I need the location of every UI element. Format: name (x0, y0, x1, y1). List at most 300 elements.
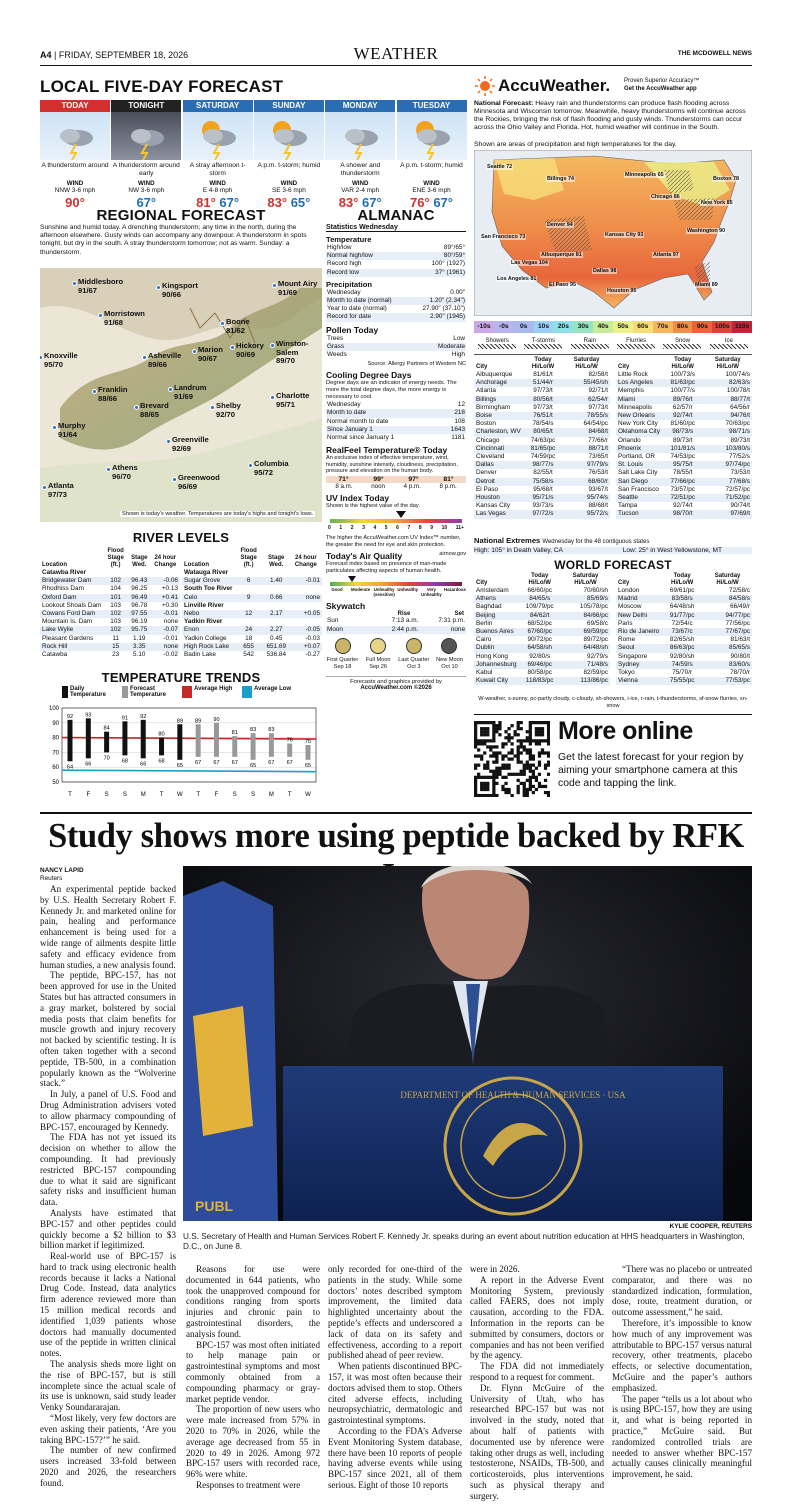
city-row (616, 371, 752, 379)
city-row (474, 478, 610, 486)
table-cell (128, 569, 151, 577)
table-cell: San Francisco (618, 485, 659, 493)
table-cell: +0.07 (290, 643, 322, 651)
weather-key: W-weather, s-sunny, pc-partly cloudy, c-cloudy, sh-showers, i-ice, r-rain, t-thunderstorms, sf-snow flurries, sn-snow (478, 696, 748, 709)
table-header (474, 573, 610, 587)
table-cell: -0.05 (290, 626, 322, 634)
city-row (616, 502, 752, 510)
table-cell: 51/44/r (523, 379, 563, 387)
article-column-5 (612, 1264, 752, 1480)
high-label: 92 (66, 713, 74, 720)
table-cell: Albuquerque (476, 371, 513, 378)
table-cell: Seattle (616, 494, 662, 502)
article-paragraph: The proportion of new users who were male increased from 57% in 2020 to 70% in 2026, while the average age decreased from 55 in 2020 to 49 in 2026. Among 972 BPC-157 users with recorded race, 96% were white. (186, 1404, 320, 1480)
trends-plot (40, 704, 322, 800)
city-temps: 81/62 (226, 325, 246, 335)
us-map-city: Miami 89 (695, 282, 718, 288)
map-city (198, 346, 223, 363)
river-row (182, 569, 322, 577)
map-city (104, 310, 145, 327)
precip-swatch-icon (571, 344, 609, 349)
cooling-degree-text: Degree days are an indicator of energy needs. The more the total degree days, the more energy is necessary to cool. (326, 380, 457, 401)
map-city (254, 460, 289, 477)
sky-body: Sun (327, 617, 339, 625)
table-cell (263, 569, 290, 577)
precip-key-item (478, 338, 516, 349)
high-label: 91 (121, 715, 129, 722)
table-cell: -0.01 (290, 577, 322, 585)
row-label: Normal month to date (327, 417, 389, 425)
forecast-day-monday (325, 100, 395, 210)
table-cell: 92/74/t (662, 412, 704, 420)
table-cell: Moscow (618, 603, 642, 611)
table-cell: Charleston, WV (476, 428, 521, 436)
table-cell: 0.45 (270, 634, 283, 642)
low-label: 65 (176, 762, 183, 769)
row-label: Month to date (327, 409, 367, 417)
us-cities-table-right (616, 357, 752, 519)
table-cell: none (290, 594, 322, 602)
column-header: Saturday Hi/Lo/W (714, 573, 741, 586)
table-cell: Lookout Shoals Dam (42, 601, 102, 609)
low-label: 68 (121, 758, 129, 765)
forecast-day-today (40, 100, 110, 210)
us-map-city: Kansas City 93 (605, 232, 644, 238)
extreme-high: High: 105° in Death Valley, CA (474, 547, 563, 554)
wind-value: NNW 3-6 mph (54, 187, 96, 194)
svg-text:PUBL: PUBL (195, 1198, 234, 1214)
us-map-city: Minneapolis 65 (625, 172, 664, 178)
table-cell: Los Angeles (616, 379, 662, 387)
day-label: TONIGHT (111, 100, 181, 112)
river-row (182, 626, 322, 634)
table-cell: St. Louis (616, 461, 662, 469)
table-cell: Chicago (476, 436, 500, 444)
table-cell: 77/68/s (704, 478, 752, 486)
credit-line-1: Forecasts and graphics provided by (326, 676, 466, 685)
column-header: Today Hi/Lo/W (531, 357, 555, 370)
table-cell: 73/65/t (588, 453, 608, 461)
air-quality-heading: Today's Air Quality (326, 551, 403, 562)
row-label: Wednesday (327, 401, 361, 409)
table-cell: Lake Wylie (40, 626, 103, 634)
world-city-row (474, 677, 610, 685)
city-row (616, 420, 752, 428)
city-temps: 95/72 (254, 467, 274, 477)
column-header: City (476, 580, 488, 586)
row-label: Wednesday (327, 288, 361, 296)
row-label: Weeds (327, 351, 347, 359)
river-row (182, 643, 322, 651)
precip-swatch-icon (478, 344, 516, 349)
table-cell: 109/79/pc (525, 603, 554, 611)
precipitation-heading: Precipitation (326, 279, 372, 289)
column-header: Today Hi/Lo/W (528, 573, 551, 586)
us-map-city: Seattle 72 (487, 164, 513, 170)
qr-code-icon[interactable] (474, 721, 550, 797)
table-cell: 92/80/sh (669, 652, 695, 660)
city-dot-icon (248, 463, 253, 468)
y-tick-label: 90 (52, 720, 59, 727)
table-cell: Kuwait City (474, 677, 519, 685)
table-cell: Kansas City (476, 502, 511, 510)
table-cell: Rock Hill (40, 643, 103, 651)
table-cell: Nebo (182, 610, 235, 618)
row-label: Grass (327, 342, 345, 350)
table-cell: 85/65/s (703, 644, 752, 652)
world-city-row (616, 603, 752, 611)
table-cell: 84/66/pc (561, 612, 610, 620)
sky-set: none (450, 625, 465, 633)
aq-level: Good (331, 587, 343, 593)
table-cell (235, 602, 263, 610)
aq-level: Very Unhealthy (420, 587, 442, 598)
map-city (276, 392, 309, 409)
us-map-city: Washington 90 (687, 228, 726, 234)
table-cell: 73/53/t (730, 469, 750, 477)
us-map-city: Boston 78 (713, 176, 740, 182)
city-row (616, 404, 752, 412)
city-row (474, 396, 610, 404)
high-label: 93 (85, 712, 92, 719)
city-dot-icon (272, 283, 277, 288)
precip-key-item (663, 338, 701, 349)
city-name: Greenville (172, 435, 209, 444)
sky-col-set: Set (454, 611, 464, 618)
city-row (616, 412, 752, 420)
air-quality-text: Forecast index based on presence of man-made particulates affecting aspects of human health. (326, 561, 447, 574)
city-dot-icon (270, 395, 275, 400)
city-temps: 91/69 (278, 287, 298, 297)
accuweather-logo: AccuWeather. (498, 76, 611, 95)
x-tick-label: S (251, 792, 256, 798)
table-cell: Rio de Janeiro (618, 628, 660, 636)
table-cell (290, 618, 322, 626)
city-row (616, 478, 752, 486)
table-cell: 80/56/t (523, 396, 563, 404)
high-label: 92 (140, 713, 147, 720)
temp-bar (68, 720, 73, 761)
table-cell (103, 569, 128, 577)
city-temps: 92/69 (172, 443, 192, 453)
table-cell: 74/63/pc (530, 436, 556, 444)
uv-note: The higher the AccuWeather.com UV Index™ number, the greater the need for eye and skin protection. (326, 535, 461, 548)
article-paragraph: Analysts have estimated that BPC-157 and other peptides could quickly become a $2 billion to $3 billion market if legitimized. (40, 1207, 176, 1251)
high-label: 81 (231, 730, 238, 737)
article-paragraph: were in 2026. (470, 1264, 520, 1274)
realfeel-values (326, 476, 466, 483)
city-name: Hickory (236, 341, 264, 350)
pollen-row (326, 351, 466, 359)
table-cell: 0.66 (263, 594, 290, 602)
table-cell: 95/68/t (533, 485, 553, 493)
low-label: 66 (140, 761, 147, 768)
us-map-city: San Francisco 73 (481, 234, 526, 240)
world-city-row (474, 595, 610, 603)
article-photo (183, 866, 752, 1221)
high-temp: 83° (338, 195, 359, 210)
y-tick-label: 70 (52, 750, 59, 757)
city-row (474, 379, 610, 387)
uv-bar (330, 519, 462, 523)
table-cell: 76/53/t (588, 469, 608, 477)
map-city (278, 280, 317, 297)
city-row (616, 469, 752, 477)
world-city-row (616, 612, 752, 620)
table-cell: London (618, 587, 640, 594)
table-cell: Little Rock (618, 371, 648, 378)
uv-tick: 6 (396, 525, 399, 532)
map-city (172, 436, 209, 453)
row-value: 89°/65° (443, 244, 465, 251)
wind-label: WIND (351, 180, 369, 187)
table-cell: 3.35 (128, 643, 151, 651)
uv-tick: 9 (430, 525, 434, 532)
moon-phase (433, 637, 466, 670)
five-day-title: LOCAL FIVE-DAY FORECAST (40, 77, 284, 96)
table-cell: 96.25 (131, 585, 148, 593)
table-cell: 72/54/c (671, 619, 693, 627)
accuweather-sun-icon (474, 76, 496, 96)
precip-swatch-icon (663, 344, 701, 349)
temp-bar (251, 733, 256, 760)
uv-tick: 3 (362, 525, 365, 532)
river-row (182, 635, 322, 643)
table-cell: 78/55/s (563, 412, 610, 420)
realfeel-time: 4 p.m. (403, 483, 421, 491)
avg-low-line (62, 770, 316, 771)
table-cell: 97/73/t (533, 387, 553, 395)
us-map-city: Chicago 86 (651, 194, 680, 200)
table-cell: 1.40 (263, 577, 290, 585)
precipitation-row (326, 305, 466, 313)
moon-icon (440, 637, 458, 655)
page-folio: A4 | FRIDAY, SEPTEMBER 18, 2026 (40, 50, 189, 60)
paper-name: THE MCDOWELL NEWS (677, 50, 752, 57)
table-cell: 68/52/pc (527, 619, 552, 627)
column-header: Flood Stage (ft.) (240, 548, 257, 568)
map-city (98, 386, 128, 403)
realfeel-text: An exclusive index of effective temperature, wind, humidity, sunshine intensity, cloudiness, precipitation, pressure and elevation on the human body. (326, 455, 458, 475)
uv-tick: 5 (384, 525, 388, 532)
world-city-row (616, 644, 752, 652)
table-cell: 113/86/pc (561, 677, 610, 685)
aq-level: Hazardous (443, 587, 466, 593)
table-cell: 24 (235, 626, 263, 634)
national-map (474, 150, 752, 316)
table-cell (263, 618, 290, 626)
us-map-city: Atlanta 97 (653, 252, 679, 258)
uv-tick: 10 (441, 525, 448, 532)
table-cell: 72/57/pc (725, 485, 750, 493)
table-cell: Salt Lake City (618, 469, 658, 477)
low-label: 65 (304, 762, 312, 769)
moon-phase (397, 637, 430, 670)
map-city (162, 282, 198, 299)
precip-label: Snow (674, 338, 690, 344)
wind-value: SE 3-6 mph (272, 187, 306, 194)
temp-bar (196, 724, 201, 757)
air-quality-scale (326, 576, 466, 598)
table-cell: Enon (182, 626, 235, 634)
table-cell: 92/71/t (588, 387, 608, 395)
x-tick-label: T (159, 792, 164, 798)
aq-pointer-icon (348, 576, 356, 582)
table-cell: 75/55/pc (661, 677, 703, 685)
row-label: Record low (327, 268, 359, 276)
table-cell: Catawba (42, 651, 68, 659)
x-tick-label: F (214, 792, 219, 798)
table-cell: 97.55 (128, 610, 151, 618)
table-cell: 100/78/t (726, 387, 750, 395)
table-cell: 64/54/pc (583, 420, 608, 428)
sun-storm-icon (397, 112, 467, 160)
precip-swatch-icon (710, 344, 748, 349)
table-cell (235, 585, 263, 593)
city-row (616, 461, 752, 469)
temperature-heading: Temperature (326, 235, 372, 244)
table-cell: Linville River (184, 601, 224, 609)
article-paragraph: The analysis sheds more light on the rise of BPC-157, but is still incomplete since the actual scale of its use is unknown, said study leader Venky Soundararajan. (40, 1359, 176, 1413)
high-temp: 81° (196, 195, 216, 210)
article-paragraph: Real-world use of BPC-157 is hard to track using electronic health records because it lacks a National Drug Code. Instead, data analytics firm aderence reviewed more than 15 million medical records and identified 1,039 patients whose doctors had manually documented use of the peptide in written clinical notes. (40, 1251, 176, 1359)
uv-tick: 7 (407, 525, 411, 532)
table-cell: 66/49/r (730, 603, 750, 611)
table-cell: Mountain Is. Dam (42, 618, 93, 626)
map-city (148, 352, 181, 369)
table-cell: Athens (474, 595, 519, 603)
world-city-row (474, 644, 610, 652)
precipitation-row (326, 297, 466, 305)
wind-label: WIND (66, 180, 84, 187)
uv-tick: 1 (339, 525, 343, 532)
row-value: 27.90" (37.10") (422, 305, 465, 313)
precip-label: Ice (724, 338, 733, 344)
moon-icon (369, 637, 387, 655)
city-name: Shelby (216, 401, 241, 410)
table-cell: 84/62/t (519, 612, 561, 620)
moon-phase-date: Oct 3 (407, 663, 421, 670)
row-value: 2.90" (1945) (430, 313, 465, 321)
map-city (226, 318, 250, 335)
column-header: Saturday Hi/Lo/W (573, 357, 600, 370)
table-cell: 98/71/s (704, 428, 752, 436)
skywatch-heading: Skywatch (326, 601, 366, 612)
table-cell: Cleveland (476, 453, 505, 461)
realfeel-time: noon (371, 483, 385, 491)
table-cell: New York City (618, 420, 658, 428)
us-map-city: Billings 74 (547, 176, 574, 182)
low-label: 67 (268, 759, 275, 766)
table-cell: Berlin (476, 619, 493, 627)
column-header: Location (184, 562, 209, 568)
more-online-title: More online (558, 717, 693, 745)
high-label: 75 (304, 739, 312, 745)
moon-phase-name: Full Moon (365, 657, 391, 664)
temp-bar (104, 732, 109, 753)
city-name: Mount Airy (278, 279, 318, 288)
high-temp: 76° (410, 195, 430, 210)
realfeel-times (326, 483, 466, 490)
wind-value: E 4-8 mph (202, 187, 233, 194)
river-row (182, 602, 322, 610)
article-paragraph: According to the FDA’s Adverse Event Monitoring System database, there have been 10 reports of people having adverse events while using BPC-157 since 2021, all of them serious. Eight of those 10 reports (328, 1425, 462, 1490)
day-label: MONDAY (325, 100, 395, 112)
pollen-source: Source: Allergy Partners of Western NC (367, 361, 466, 368)
world-city-row (616, 669, 752, 677)
scale-swatch: 100s (712, 321, 732, 333)
table-cell (235, 618, 263, 626)
y-tick-label: 80 (52, 735, 59, 742)
moon-phase-date: Oct 10 (441, 663, 458, 670)
table-cell: Tucson (616, 510, 662, 518)
table-cell: 100/77/s (670, 387, 695, 395)
column-header: Today Hi/Lo/W (671, 357, 694, 370)
row-label: Record for date (327, 313, 372, 321)
table-cell: 88/68/t (588, 502, 608, 510)
city-temps: 88/65 (140, 409, 160, 419)
realfeel-value: 99° (373, 476, 384, 484)
table-cell: 98/73/s (662, 428, 704, 436)
city-dot-icon (42, 485, 47, 490)
river-row (40, 618, 180, 626)
table-cell: 62/54/r (563, 396, 610, 404)
table-cell: 64/48/sh (669, 603, 695, 611)
table-cell: Badin Lake (184, 651, 216, 659)
moon-icon (405, 637, 423, 655)
moon-icon (334, 637, 352, 655)
table-cell (235, 569, 263, 577)
uv-tick: 0 (328, 525, 331, 532)
table-cell: 101 (103, 594, 128, 602)
table-cell: Bridgewater Dam (40, 577, 103, 585)
table-cell: 91/77/pc (661, 612, 703, 620)
table-cell: 102 (103, 577, 128, 585)
table-cell: 68/60/r (563, 478, 610, 486)
forecast-day-tuesday (397, 100, 467, 210)
scale-swatch: 10s (534, 321, 554, 333)
river-row (40, 626, 180, 634)
photo-caption: U.S. Secretary of Health and Human Services Robert F. Kennedy Jr. speaks during an event about nutrition education at HHS headquarters in Washington, D.C., on June 8. (183, 1232, 745, 1251)
low-label: 67 (213, 759, 220, 766)
national-map-note: Shown are areas of precipitation and high temperatures for the day. (474, 141, 677, 148)
credit-line-2: AccuWeather.com ©2026 (360, 685, 432, 692)
table-cell: 86/63/pc (661, 644, 703, 652)
table-header (182, 548, 322, 569)
precip-label: Rain (583, 338, 596, 344)
table-cell: none (163, 618, 178, 626)
high-temp: 90° (65, 195, 85, 210)
precip-label: Flurries (626, 338, 647, 344)
city-row (474, 412, 610, 420)
table-cell: 81/60/pc (670, 420, 695, 428)
low-temp: 67° (433, 195, 453, 210)
table-cell: Celo (182, 594, 235, 602)
table-cell: 71/52/pc (704, 494, 752, 502)
world-city-row (616, 587, 752, 595)
table-cell: -0.02 (163, 651, 178, 659)
skywatch-row (326, 617, 466, 625)
article-paragraph: Dr. Flynn McGuire of the University of Utah, who has researched BPC-157 but was not involved in the study, noted that about half of patients with documented use by nference were taking other drugs as well, including testosterone, NSAIDs, TB-500, and corticosteroids, plus interventions such as physical therapy and surgery. (470, 1382, 604, 1501)
day-description: A p.m. t-storm; humid (400, 162, 463, 169)
us-map-city: Albuquerque 81 (541, 252, 582, 258)
table-cell: -0.07 (151, 626, 180, 634)
table-cell: 118/83/pc (519, 677, 561, 685)
high-label: 76 (286, 737, 293, 744)
city-dot-icon (210, 405, 215, 410)
article-column-3 (328, 1264, 462, 1491)
table-cell: Amsterdam (476, 587, 509, 594)
